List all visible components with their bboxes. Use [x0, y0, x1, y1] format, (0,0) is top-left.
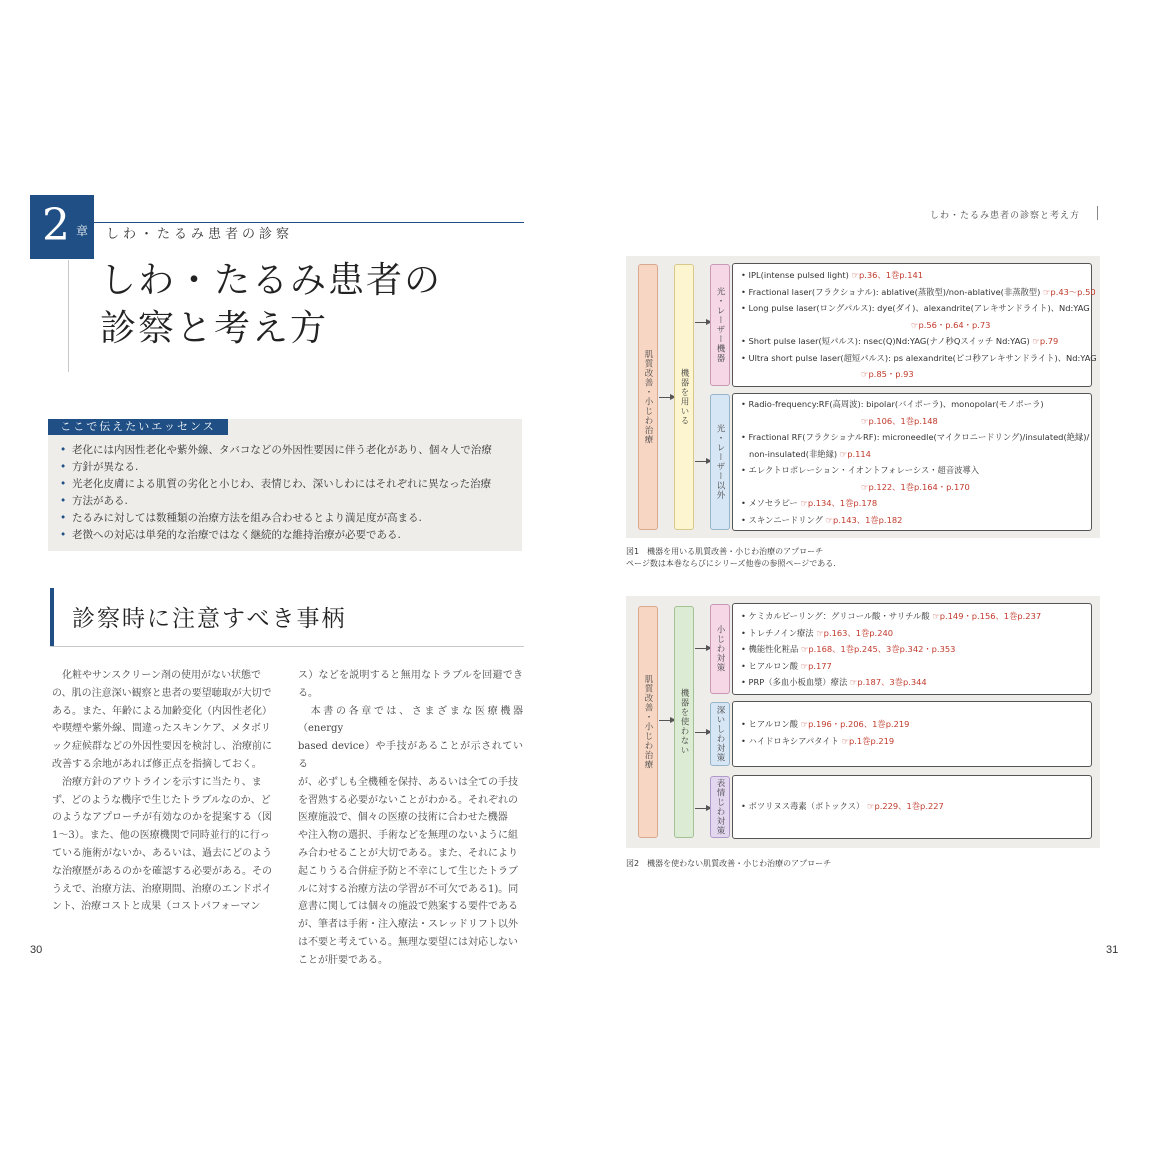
fig1-group-b-column [710, 394, 730, 530]
fig2-mid-label: 機器を使わない [679, 688, 689, 756]
body-line: ている施術がないか、あるいは、過去にどのよう [52, 847, 272, 859]
fig2-mid-column [674, 606, 694, 838]
list-item: • ヒアルロン酸 ☞p.196・p.206、1巻p.219 [741, 719, 910, 729]
fig2-group-a-label: 小じわ対策 [715, 625, 725, 673]
fig1-group-a-column [710, 264, 730, 386]
list-item: • メソセラピー ☞p.134、1巻p.178 [741, 498, 878, 508]
body-line: や注入物の選択、手術などを無理のないように組 [298, 830, 518, 842]
body-line: が、必ずしも全機種を保持、あるいは全ての手技 [298, 776, 518, 788]
list-item: • ボツリヌス毒素（ボトックス） ☞p.229、1巻p.227 [741, 801, 944, 811]
body-line: や喫煙や紫外線、間違ったスキンケア、メタボリ [52, 723, 271, 735]
list-item: • ハイドロキシアパタイト ☞p.1巻p.219 [741, 735, 895, 746]
list-item: • トレチノイン療法 ☞p.163、1巻p.240 [741, 627, 894, 638]
fig2-group-b-list [741, 716, 909, 749]
section-rule [50, 646, 524, 647]
figure-2 [626, 596, 1100, 848]
running-head: しわ・たるみ患者の診察と考え方 [930, 211, 1081, 221]
body-line: ルに対する治療方法の学習が不可欠である1)。同 [298, 883, 519, 895]
fig2-group-c-list [741, 798, 944, 815]
list-item-ref: ☞p.85・p.93 [861, 369, 914, 379]
fig1-group-b-label: 光・レーザー以外 [715, 424, 725, 500]
body-column-1 [52, 667, 277, 916]
list-item: non-insulated(非絶縁) ☞p.114 [749, 448, 871, 459]
list-item: • PRP（多血小板血漿）療法 ☞p.187、3巻p.344 [741, 677, 927, 687]
chapter-number: 2 [42, 200, 70, 251]
list-item: • Ultra short pulse laser(超短パルス): ps alexandrite(ピコ秒アレキサンドライト)、Nd:YAG [741, 352, 1097, 363]
list-item-ref: ☞p.56・p.64・p.73 [911, 319, 991, 330]
body-line: based device）や手技があることが示されている [298, 741, 523, 770]
body-line: ント、治療コストと成果（コストパフォーマン [52, 901, 261, 913]
fig2-group-b-label: 深いしわ対策 [715, 705, 725, 763]
body-line: 1～3）。また、他の医療機関で同時並行的に行っ [52, 830, 270, 842]
list-item: • Radio-frequency:RF(高周波): bipolar(バイポーラ)、monopolar(モノポーラ) [741, 399, 1044, 409]
page-number-right: 31 [1106, 944, 1119, 956]
fig2-arrow-outer [659, 720, 671, 721]
body-line: 化粧やサンスクリーン剤の使用がない状態で [52, 670, 261, 681]
fig1-outer-column [638, 264, 658, 530]
list-item: • Fractional RF(フラクショナルRF): microneedle(マイクロニードリング)/insulated(絶縁)/ [741, 432, 1090, 442]
fig1-arrow-a [695, 322, 707, 323]
essence-item: • 老化には内因性老化や紫外線、タバコなどの外因性要因に伴う老化があり、個々人で治療 [60, 442, 515, 459]
body-line: の、肌の注意深い観察と患者の要望聴取が大切で [52, 687, 272, 699]
fig2-arrow-a [695, 648, 707, 649]
list-item: • スキンニードリング ☞p.143、1巻p.182 [741, 514, 903, 525]
fig2-arrow-c [695, 808, 707, 809]
figure-1-caption-title: 図1 機器を用いる肌質改善・小じわ治療のアプローチ [626, 547, 824, 556]
list-item: • Long pulse laser(ロングパルス): dye(ダイ)、alexandrite(アレキサンドライト)、Nd:YAG [741, 303, 1090, 313]
fig1-group-a-box [732, 263, 1097, 387]
body-line: 改善する余地があれば修正点を指摘しておく。 [52, 758, 262, 770]
fig2-group-b-column [710, 702, 730, 766]
fig2-group-c-box [732, 775, 1092, 839]
fig1-group-a-list [741, 267, 1097, 383]
fig1-outer-label: 肌質改善・小じわ治療 [643, 349, 653, 445]
body-column-2 [298, 667, 523, 970]
body-line: ック症候群などの外因性要因を検討し、治療前に [52, 741, 272, 753]
body-line: ことが肝要である。 [298, 954, 388, 966]
page-number-left: 30 [30, 944, 43, 956]
figure-1-caption [626, 546, 1100, 570]
body-line: のようなアプローチが有効なのかを提案する（図 [52, 812, 272, 824]
body-line: み合わせることが大切である。また、それにより [298, 847, 518, 859]
list-item: • エレクトロポレーション・イオントフォレーシス・超音波導入 [741, 465, 980, 475]
fig2-group-a-box [732, 603, 1092, 695]
fig2-group-c-label: 表情じわ対策 [715, 778, 725, 836]
essence-heading: ここで伝えたいエッセンス [48, 419, 228, 435]
fig1-group-b-box [732, 393, 1092, 531]
fig1-arrow-b [695, 461, 707, 462]
body-line: ス）などを説明すると無用なトラブルを回避できる。 [298, 670, 523, 699]
list-item-ref: ☞p.106、1巻p.148 [861, 415, 938, 426]
fig1-mid-column [674, 264, 694, 530]
body-line: を習熟する必要がないことがわかる。それぞれの [298, 794, 518, 806]
body-line: は不要と考えている。無理な要望には対応しない [298, 936, 518, 948]
figure-2-caption: 図2 機器を使わない肌質改善・小じわ治療のアプローチ [626, 859, 832, 868]
essence-item: • 光老化皮膚による肌質の劣化と小じわ、表情じわ、深いしわにはそれぞれに異なった治療 [60, 476, 515, 493]
chapter-label: しわ・たるみ患者の診察 [106, 227, 294, 242]
list-item: • ケミカルピーリング：グリコール酸・サリチル酸 ☞p.149・p.156、1巻p.237 [741, 611, 1042, 621]
chapter-title-line-1: しわ・たるみ患者の [100, 260, 443, 301]
essence-item-cont: • 方針が異なる. [60, 459, 515, 476]
section-title: 診察時に注意すべき事柄 [72, 606, 347, 632]
fig2-outer-column [638, 606, 658, 838]
list-item: • IPL(intense pulsed light) ☞p.36、1巻p.141 [741, 270, 924, 280]
list-item: • Fractional laser(フラクショナル): ablative(蒸散型)/non-ablative(非蒸散型) ☞p.43～p.50 [741, 286, 1096, 297]
essence-list [60, 442, 515, 544]
body-line: 意書に関しては個々の施設で熟案する要件である [298, 901, 518, 913]
body-line: ず、どのような機序で生じたトラブルなのか、ど [52, 794, 271, 806]
fig2-group-b-box [732, 701, 1092, 767]
chapter-title-line-2: 診察と考え方 [100, 308, 329, 349]
chapter-suffix: 章 [76, 224, 89, 238]
chapter-title [100, 257, 442, 353]
title-accent-rule [68, 260, 69, 372]
body-line: 本書の各章では、さまざまな医療機器（energy [298, 705, 523, 735]
fig2-group-a-column [710, 604, 730, 694]
fig1-arrow-outer [659, 397, 671, 398]
fig2-arrow-b [695, 732, 707, 733]
fig1-group-a-label: 光・レーザー機器 [715, 287, 725, 363]
fig2-group-c-column [710, 776, 730, 838]
body-line: 治療方針のアウトラインを示すに当たり、ま [52, 776, 262, 788]
fig1-group-b-list [741, 396, 1089, 528]
section-accent-bar [50, 588, 54, 646]
body-line: うえで、治療方法、治療期間、治療のエンドポイ [52, 883, 272, 895]
list-item: • 機能性化粧品 ☞p.168、1巻p.245、3巻p.342・p.353 [741, 644, 956, 654]
essence-item: • たるみに対しては数種類の治療方法を組み合わせるとより満足度が高まる. [60, 510, 515, 527]
body-line: な治療歴があるのかを確認する必要がある。その [52, 865, 272, 877]
body-line: 起こりうる合併症予防と不幸にして生じたトラブ [298, 865, 518, 877]
chapter-badge [30, 195, 94, 259]
body-line: が、筆者は手術・注入療法・スレッドリフト以外 [298, 919, 518, 931]
figure-1 [626, 256, 1100, 538]
running-head-bar [1097, 206, 1098, 220]
fig2-outer-label: 肌質改善・小じわ治療 [643, 674, 653, 770]
essence-item-cont: • 方法がある. [60, 493, 515, 510]
fig1-mid-label: 機器を用いる [679, 368, 689, 426]
body-line: ある。また、年齢による加齢変化（内因性老化） [52, 705, 272, 717]
list-item: • ヒアルロン酸 ☞p.177 [741, 660, 832, 671]
list-item: • Short pulse laser(短パルス): nsec(Q)Nd:YAG(ナノ秒Qスイッチ Nd:YAG) ☞p.79 [741, 336, 1059, 346]
body-line: 医療施設で、個々の医療の技術に合わせた機器 [298, 812, 508, 824]
fig2-group-a-list [741, 608, 1041, 691]
list-item-ref: ☞p.122、1巻p.164・p.170 [861, 481, 970, 492]
figure-1-caption-note: ページ数は本巻ならびにシリーズ他巻の参照ページである. [626, 559, 836, 568]
essence-item: • 老徴への対応は単発的な治療ではなく継続的な維持治療が必要である. [60, 527, 515, 544]
